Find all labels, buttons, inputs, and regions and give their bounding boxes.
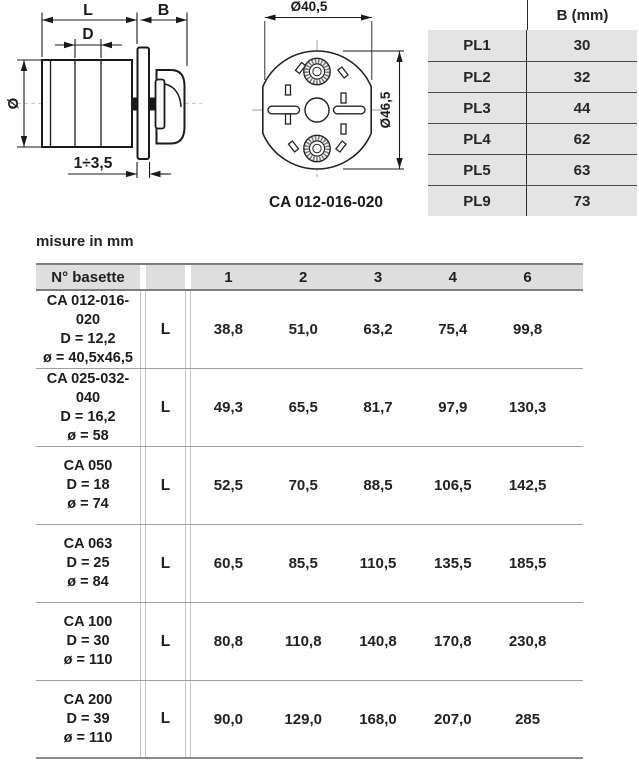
shaft-right bbox=[149, 98, 156, 111]
row-d-dim: D = 30 bbox=[66, 633, 110, 649]
cell-value: 85,5 bbox=[288, 555, 318, 572]
cell-value: 185,5 bbox=[508, 555, 547, 572]
dim-label-L: L bbox=[83, 2, 93, 19]
b-table-header: B (mm) bbox=[556, 6, 609, 24]
handle-model: PL4 bbox=[428, 124, 527, 154]
knurled-bushing-bottom bbox=[304, 135, 330, 161]
cell-value: 129,0 bbox=[284, 710, 322, 728]
row-l-label: L bbox=[160, 554, 171, 572]
column-header: 6 bbox=[523, 268, 532, 286]
table-row bbox=[36, 291, 583, 369]
row-diameter-dim: ø = 58 bbox=[67, 427, 109, 444]
units-note: misure in mm bbox=[36, 233, 134, 250]
cell-value: 207,0 bbox=[434, 710, 472, 728]
table-row bbox=[428, 30, 637, 61]
handle-b-value: 62 bbox=[573, 130, 591, 148]
table-row bbox=[36, 681, 583, 759]
cell-value: 65,5 bbox=[288, 399, 318, 416]
table-header-row bbox=[36, 263, 583, 291]
column-header: 4 bbox=[448, 268, 457, 286]
table-row bbox=[428, 92, 637, 123]
row-l-label: L bbox=[160, 476, 171, 494]
drawing-caption: CA 012-016-020 bbox=[268, 194, 384, 211]
front-view-drawing bbox=[230, 0, 415, 220]
table-row bbox=[428, 154, 637, 185]
switch-body bbox=[42, 60, 132, 147]
cell-value: 130,3 bbox=[508, 399, 547, 416]
dimensions-table bbox=[36, 263, 583, 759]
row-d-dim: D = 16,2 bbox=[60, 408, 116, 425]
cell-value: 88,5 bbox=[363, 477, 393, 494]
table-row bbox=[36, 447, 583, 525]
cell-value: 110,5 bbox=[359, 555, 397, 572]
table-row bbox=[428, 123, 637, 154]
cell-value: 52,5 bbox=[213, 477, 243, 494]
column-header: 2 bbox=[299, 268, 308, 286]
row-diameter-dim: ø = 110 bbox=[63, 652, 113, 668]
row-d-dim: D = 12,2 bbox=[60, 330, 116, 347]
dim-label-width: Ø40,5 bbox=[290, 0, 328, 14]
cell-value: 75,4 bbox=[438, 321, 468, 338]
table-row bbox=[36, 369, 583, 447]
row-model: CA 100 bbox=[63, 614, 113, 630]
b-dimension-table bbox=[428, 0, 637, 216]
row-model: CA 200 bbox=[63, 691, 113, 708]
cell-value: 90,0 bbox=[213, 710, 243, 728]
row-model: CA 012-016-020 bbox=[46, 292, 130, 328]
cell-value: 135,5 bbox=[434, 555, 472, 572]
table-row bbox=[428, 185, 637, 216]
cell-value: 230,8 bbox=[508, 633, 547, 650]
cell-value: 51,0 bbox=[288, 321, 318, 338]
dim-label-panel-thickness: 1÷3,5 bbox=[73, 155, 113, 172]
handle-b-value: 44 bbox=[573, 99, 591, 117]
row-model: CA 063 bbox=[63, 536, 113, 552]
cell-value: 142,5 bbox=[508, 477, 547, 494]
handle-model: PL2 bbox=[428, 62, 527, 92]
handle-b-value: 32 bbox=[573, 68, 591, 86]
side-view-drawing bbox=[0, 0, 225, 190]
row-diameter-dim: ø = 74 bbox=[67, 496, 109, 512]
cell-value: 49,3 bbox=[213, 399, 243, 416]
mounting-flange bbox=[138, 48, 150, 160]
row-model: CA 050 bbox=[63, 458, 113, 474]
table-row bbox=[36, 603, 583, 681]
row-l-label: L bbox=[160, 710, 171, 727]
column-header-l bbox=[146, 265, 185, 289]
cell-value: 110,8 bbox=[284, 633, 322, 650]
dim-label-height: Ø46,5 bbox=[378, 91, 393, 129]
handle-model: PL3 bbox=[428, 93, 527, 123]
row-l-label: L bbox=[160, 320, 171, 338]
column-header: 1 bbox=[224, 268, 233, 286]
handle-model: PL9 bbox=[428, 186, 527, 216]
row-model: CA 025-032-040 bbox=[46, 370, 130, 406]
dim-label-D: D bbox=[82, 26, 94, 43]
column-header: 3 bbox=[373, 268, 383, 286]
cell-value: 63,2 bbox=[363, 321, 393, 338]
cell-value: 170,8 bbox=[434, 633, 472, 650]
cell-value: 99,8 bbox=[512, 321, 543, 338]
cell-value: 80,8 bbox=[213, 633, 243, 650]
cell-value: 285 bbox=[515, 710, 541, 728]
handle-b-value: 63 bbox=[573, 161, 591, 179]
row-l-label: L bbox=[160, 398, 171, 416]
handle-model: PL1 bbox=[428, 30, 527, 61]
cell-value: 81,7 bbox=[363, 399, 393, 416]
cell-value: 106,5 bbox=[434, 477, 472, 494]
table-row bbox=[428, 61, 637, 92]
cell-value: 70,5 bbox=[288, 477, 318, 494]
row-diameter-dim: ø = 110 bbox=[63, 729, 113, 746]
cell-value: 38,8 bbox=[213, 321, 243, 338]
handle-model: PL5 bbox=[428, 155, 527, 185]
knob bbox=[156, 70, 185, 144]
shaft-hole bbox=[305, 98, 329, 122]
row-diameter-dim: ø = 40,5x46,5 bbox=[43, 349, 133, 366]
cell-value: 60,5 bbox=[213, 555, 243, 572]
dim-label-diameter: Ø bbox=[5, 97, 22, 110]
knurled-bushing-top bbox=[304, 58, 330, 84]
table-row bbox=[36, 525, 583, 603]
cell-value: 168,0 bbox=[359, 710, 397, 728]
cell-value: 97,9 bbox=[438, 399, 468, 416]
row-d-dim: D = 18 bbox=[66, 477, 110, 493]
shaft-left bbox=[132, 98, 138, 111]
row-l-label: L bbox=[160, 632, 171, 650]
dim-label-B: B bbox=[157, 2, 170, 19]
b-table-empty-header bbox=[428, 0, 528, 30]
cell-value: 140,8 bbox=[359, 633, 397, 650]
handle-b-value: 30 bbox=[573, 37, 591, 54]
column-header-basette: N° basette bbox=[36, 265, 140, 289]
row-d-dim: D = 39 bbox=[66, 710, 110, 727]
row-d-dim: D = 25 bbox=[66, 555, 110, 571]
handle-b-value: 73 bbox=[573, 192, 591, 210]
row-diameter-dim: ø = 84 bbox=[67, 574, 109, 590]
